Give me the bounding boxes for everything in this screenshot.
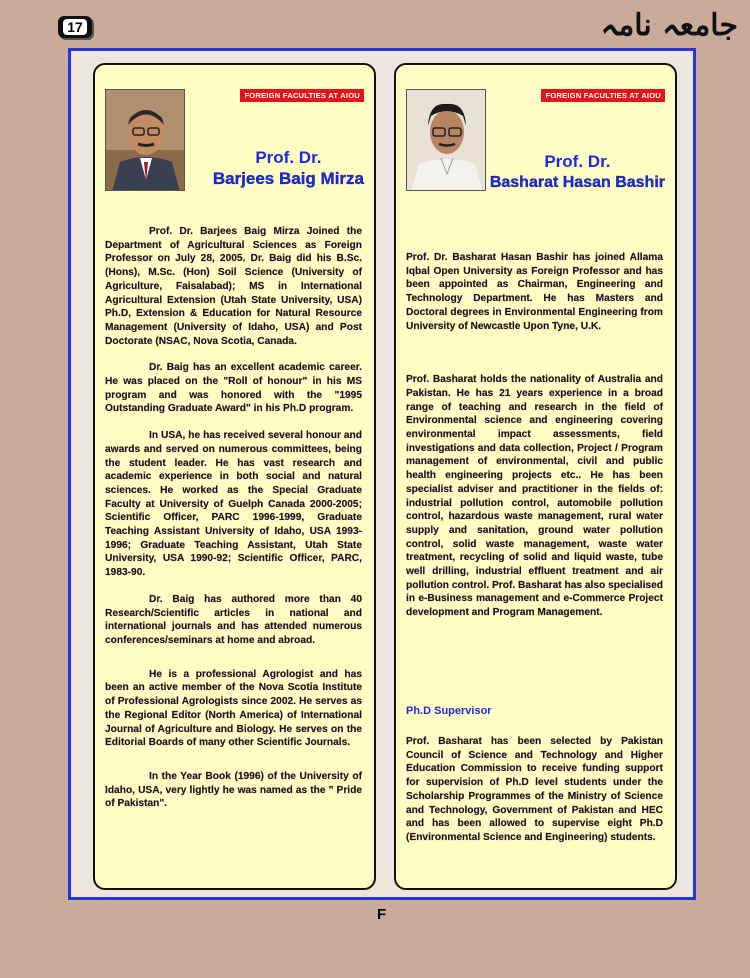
- paragraph: In the Year Book (1996) of the University of Idaho, USA, very lightly he was named as the " Pride of Pakistan".: [105, 770, 362, 810]
- title-prefix: Prof. Dr.: [255, 148, 322, 167]
- foreign-faculties-badge: FOREIGN FACULTIES AT AIOU: [240, 89, 364, 102]
- paragraph: Dr. Baig has an excellent academic career. He was placed on the "Roll of honour" in his MS program and was honored with the "1995 Outstanding Graduate Award" in his Ph.D program.: [105, 362, 362, 415]
- portrait-photo-bashir: [406, 89, 486, 191]
- footer-letter: F: [377, 906, 387, 923]
- paragraph: Dr. Baig has authored more than 40 Research/Scientific articles in national and international journals and has attended numerous conferences/seminars at home and abroad.: [105, 593, 362, 646]
- paragraph: In USA, he has received several honour and awards and served on numerous committees, being the student leader. He has vast research and academic experience in both social and natural sciences. He worked as the Special Graduate Faculty at University of Guelph Canada 2000-2005; Scientific Officer, PARC 1996-1999, Graduate Teaching Assistant University of Idaho, USA 1993-1996; Graduate Teaching Assistant, Utah State University, USA 1990-92; Scientific Officer, PARC, 1983-90.: [105, 430, 362, 579]
- profile-name: Basharat Hasan Bashir: [489, 174, 665, 191]
- paragraph: Prof. Basharat has been selected by Pakistan Council of Science and Technology and Higher Education Commission to receive funding support for supervision of Ph.D level students under the Scholarship Programmes of the Ministry of Science and Technology, Government of Pakistan and HEC and has been allowed to supervise eight Ph.D (Environmental Science and Engineering) students.: [406, 736, 663, 843]
- supervisor-body: [406, 735, 663, 845]
- profile-title-bashir: [490, 151, 665, 193]
- masthead-logo: جامعہ نامہ: [600, 8, 738, 43]
- page-frame: [68, 48, 696, 900]
- paragraph: Prof. Dr. Basharat Hasan Bashir has joined Allama Iqbal Open University as Foreign Professor and has been appointed as Chairman, Engineering and Technology Department. He has Masters and Doctoral degrees in Environmental Engineering from University of Newcastle Upon Tyne, U.K.: [406, 252, 663, 332]
- phd-supervisor-heading: Ph.D Supervisor: [406, 705, 492, 717]
- page-number-badge: [58, 16, 92, 38]
- profile-title-mirza: [213, 147, 364, 189]
- foreign-faculties-badge: FOREIGN FACULTIES AT AIOU: [541, 89, 665, 102]
- profile-body-bashir: [406, 251, 663, 620]
- profile-name: Barjees Baig Mirza: [212, 169, 364, 188]
- profile-card-bashir: [394, 63, 677, 890]
- title-prefix: Prof. Dr.: [544, 152, 611, 171]
- paragraph: Prof. Basharat holds the nationality of Australia and Pakistan. He has 21 years experience in a broad range of teaching and research in the field of Environmental science and engineering covering environmental impact assessments, field investigations and data collection, Project / Program management of environmental, civil and public health engineering projects etc.. He has been specialist adviser and practitioner in the fields of: industrial pollution control, automobile pollution control, hazardous waste management, rural water supply and sanitation, ground water pollution control, solid waste management, waste water treatment, recycling of solid and liquid waste, tube well drilling, industrial effluent treatment and air pollution control. Prof. Basharat has also specialised in e-Business management and e-Commerce Project development and Program Management.: [406, 374, 664, 619]
- page-number: 17: [63, 19, 87, 35]
- paragraph: Prof. Dr. Barjees Baig Mirza Joined the Department of Agricultural Sciences as Foreign Professor on July 28, 2005. Dr. Baig did his B.Sc. (Hons), M.Sc. (Hon) Soil Science (University of Agriculture, Faisalabad); MS in International Agricultural Extension (Utah State University, USA) Ph.D, Extension & Education for Natural Resource Management (University of Idaho, USA) and Post Doctorate (NSAC, Nova Scotia, Canada.: [105, 226, 362, 347]
- profile-body-mirza: [105, 225, 362, 811]
- portrait-photo-mirza: [105, 89, 185, 191]
- profile-card-mirza: [93, 63, 376, 890]
- paragraph: He is a professional Agrologist and has been an active member of the Nova Scotia Institute of Professional Agrologists since 2002. He serves as the Regional Editor (North America) of International Journal of Agriculture and Biology. He serves on the Editorial Boards of many other Scientific Journals.: [105, 668, 362, 749]
